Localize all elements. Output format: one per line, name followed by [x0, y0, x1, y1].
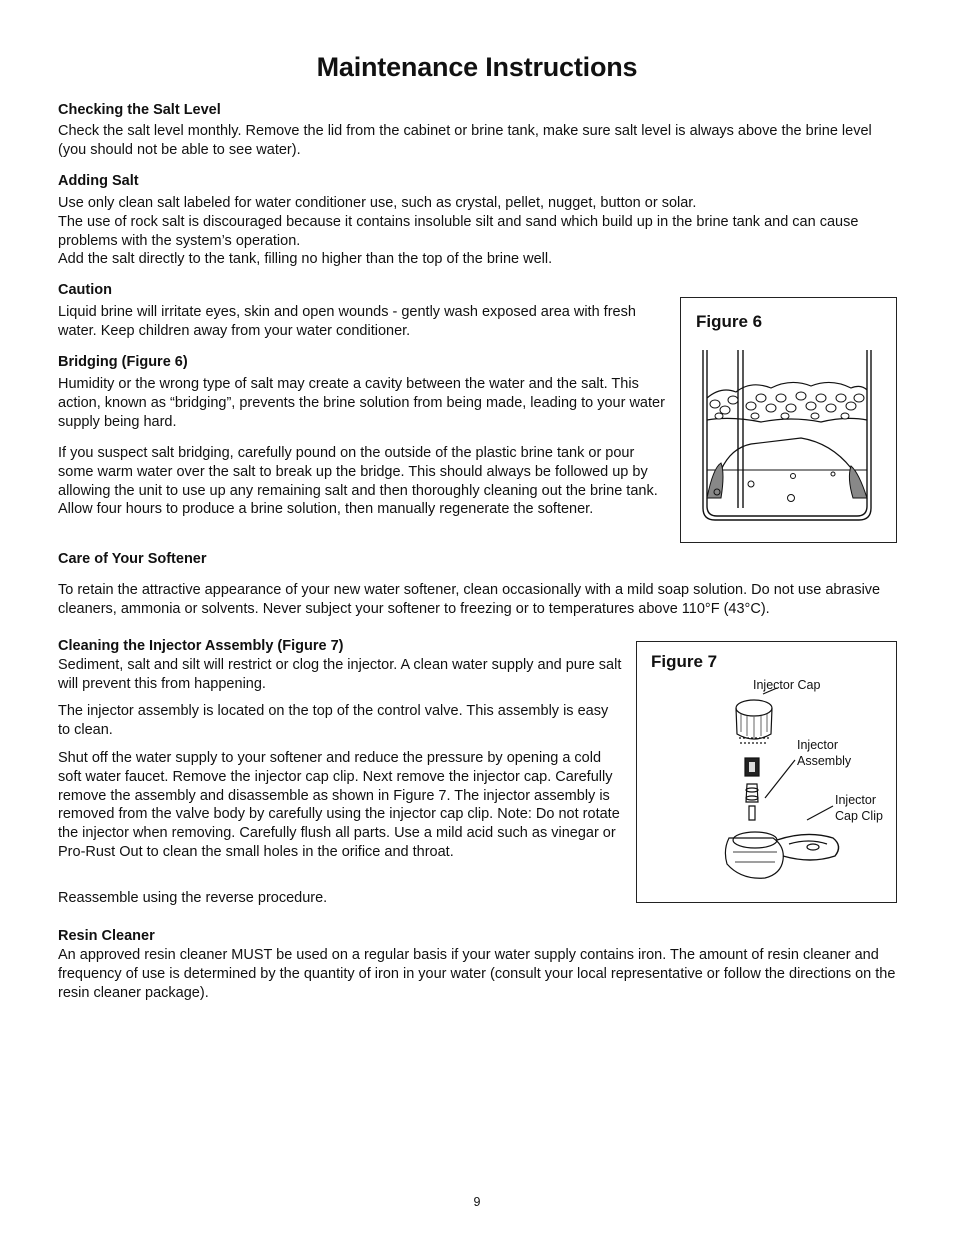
- figure-6-title: Figure 6: [696, 312, 763, 331]
- injector-cap-label: Injector Cap: [753, 678, 821, 692]
- injector-heading: Cleaning the Injector Assembly (Figure 7): [58, 638, 344, 654]
- injector-p3: Shut off the water supply to your softener and reduce the pressure by opening a cold soft water faucet. Remove the injector cap clip. Next remove the injector cap. Carefully remove the assembly and disassemble as shown in Figure 7. The injector assembly is removed from the valve body by carefully using the injector cap clip. Note: Do not rotate the injector when removing. Carefully flush all parts. Use a mild acid such as vinegar or Pro-Rust Out to clean the small holes in the orifice and throat.: [58, 750, 620, 860]
- adding-salt-p3: Add the salt directly to the tank, filling no higher than the top of the brine well.: [58, 251, 553, 267]
- injector-assembly-illustration: [637, 642, 898, 904]
- adding-salt-p1: Use only clean salt labeled for water conditioner use, such as crystal, pellet, nugget, button or solar.: [58, 195, 697, 211]
- brine-tank-illustration: [681, 298, 898, 544]
- injector-p4: Reassemble using the reverse procedure.: [58, 890, 328, 906]
- care-body: To retain the attractive appearance of your new water softener, clean occasionally with a mild soap solution. Do not use abrasive cleaners, ammonia or solvents. Never subject your softener to freezing or to temperatures above 110°F (43°C).: [58, 582, 881, 617]
- injector-assembly-label-line1: Injector: [797, 738, 838, 752]
- injector-p1: Sediment, salt and silt will restrict or clog the injector. A clean water supply and pure salt will prevent this from happening.: [58, 657, 622, 692]
- adding-salt-p2: The use of rock salt is discouraged because it contains insoluble silt and sand which build up in the brine tank and can cause problems with the system’s operation.: [58, 214, 859, 249]
- page-title: Maintenance Instructions: [316, 52, 638, 82]
- caution-body: Liquid brine will irritate eyes, skin and open wounds - gently wash exposed area with fresh water. Keep children away from your water conditioner.: [58, 304, 636, 339]
- resin-heading: Resin Cleaner: [58, 928, 155, 944]
- bridging-heading: Bridging (Figure 6): [58, 354, 188, 370]
- adding-salt-heading: Adding Salt: [58, 173, 139, 189]
- resin-body: An approved resin cleaner MUST be used on a regular basis if your water supply contains iron. The amount of resin cleaner and frequency of use is determined by the quantity of iron in your water (consult your local representative or follow the directions on the resin cleaner package).: [58, 947, 896, 1001]
- caution-heading: Caution: [58, 282, 112, 298]
- injector-assembly-label-line2: Assembly: [797, 753, 852, 768]
- page-number: 9: [473, 1195, 481, 1209]
- care-heading: Care of Your Softener: [58, 551, 207, 567]
- injector-cap-clip-label-line1: Injector: [835, 793, 876, 807]
- injector-p2: The injector assembly is located on the top of the control valve. This assembly is easy to clean.: [58, 703, 609, 738]
- figure-6: [680, 297, 897, 543]
- bridging-p1: Humidity or the wrong type of salt may create a cavity between the water and the salt. This action, known as “bridging”, prevents the brine solution from being made, leading to your water supply being hard.: [58, 376, 665, 430]
- checking-salt-heading: Checking the Salt Level: [58, 102, 221, 118]
- checking-salt-body: Check the salt level monthly. Remove the lid from the cabinet or brine tank, make sure salt level is always above the brine level (you should not be able to see water).: [58, 123, 872, 158]
- figure-7-title: Figure 7: [651, 652, 718, 671]
- bridging-p2: If you suspect salt bridging, carefully pound on the outside of the plastic brine tank or pour some warm water over the salt to break up the bridge. This should always be followed up by allowing the unit to use up any remaining salt and then thoroughly cleaning out the brine tank. Allow four hours to produce a brine solution, then manually regenerate the softener.: [58, 445, 658, 518]
- injector-cap-clip-label-line2: Cap Clip: [835, 808, 883, 823]
- figure-7: [636, 641, 897, 903]
